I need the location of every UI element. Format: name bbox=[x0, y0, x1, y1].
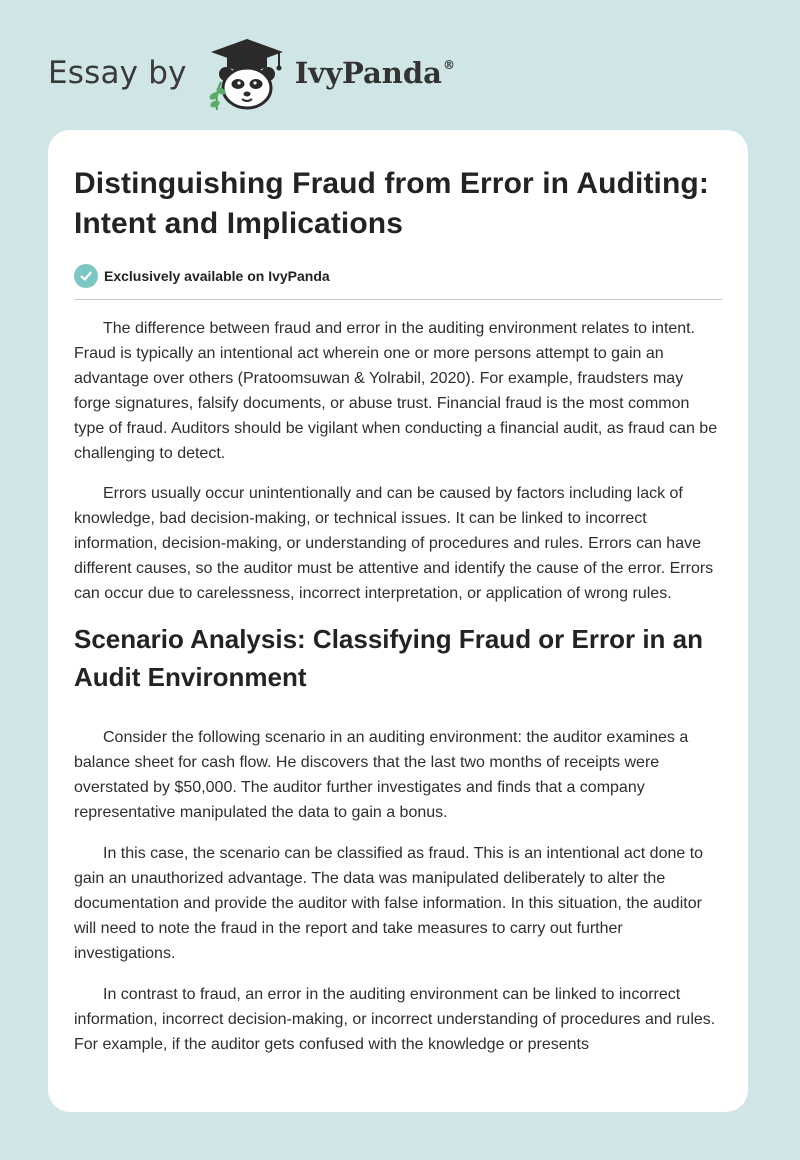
brand-name bbox=[295, 56, 455, 90]
exclusive-label: Exclusively available on IvyPanda bbox=[104, 268, 330, 284]
divider bbox=[74, 299, 722, 300]
essay-title: Distinguishing Fraud from Error in Auditing: Intent and Implications bbox=[74, 167, 709, 240]
site-header-brand[interactable] bbox=[48, 36, 455, 110]
registered-mark: ® bbox=[442, 58, 455, 72]
ivypanda-logo-icon bbox=[199, 36, 291, 110]
essay-content bbox=[74, 164, 722, 1057]
exclusive-badge bbox=[74, 263, 722, 289]
paragraph: Consider the following scenario in an auditing environment: the auditor examines a balance sheet for cash flow. He discovers that the last two months of receipts were overstated by $50,000. The auditor further investigates and finds that a company representative manipulated the data to gain a bonus. bbox=[74, 729, 689, 821]
paragraph: In this case, the scenario can be classified as fraud. This is an intentional act done to gain an unauthorized advantage. The data was manipulated deliberately to alter the documentation and provide the auditor with false information. In this situation, the auditor will need to note the fraud in the report and take measures to carry out further investigations. bbox=[74, 845, 704, 962]
brand-prefix: Essay by bbox=[48, 55, 187, 91]
paragraph: Errors usually occur unintentionally and can be caused by factors including lack of knowledge, bad decision-making, or technical issues. It can be linked to incorrect information, decision-making, or understanding of procedures and rules. Errors can have different causes, so the auditor must be attentive and identify the cause of the error. Errors can occur due to carelessness, incorrect interpretation, or application of wrong rules. bbox=[74, 485, 714, 602]
paragraph: The difference between fraud and error in the auditing environment relates to intent. Fraud is typically an intentional act wherein one or more persons attempt to gain an advantage over others (Pratoomsuwan & Yolrabil, 2020). For example, fraudsters may forge signatures, falsify documents, or abuse trust. Financial fraud is the most common type of fraud. Auditors should be vigilant when conducting a financial audit, as fraud can be challenging to detect. bbox=[74, 320, 718, 462]
paragraph: In contrast to fraud, an error in the auditing environment can be linked to incorrect information, incorrect decision-making, or incorrect understanding of procedures and rules. For example, if the auditor gets confused with the knowledge or presents bbox=[74, 986, 716, 1053]
brand-name-text: IvyPanda bbox=[294, 56, 442, 90]
essay-card bbox=[48, 130, 748, 1112]
checkmark-icon bbox=[79, 269, 93, 283]
section-heading: Scenario Analysis: Classifying Fraud or Error in an Audit Environment bbox=[74, 624, 703, 692]
check-circle-icon bbox=[74, 264, 98, 288]
